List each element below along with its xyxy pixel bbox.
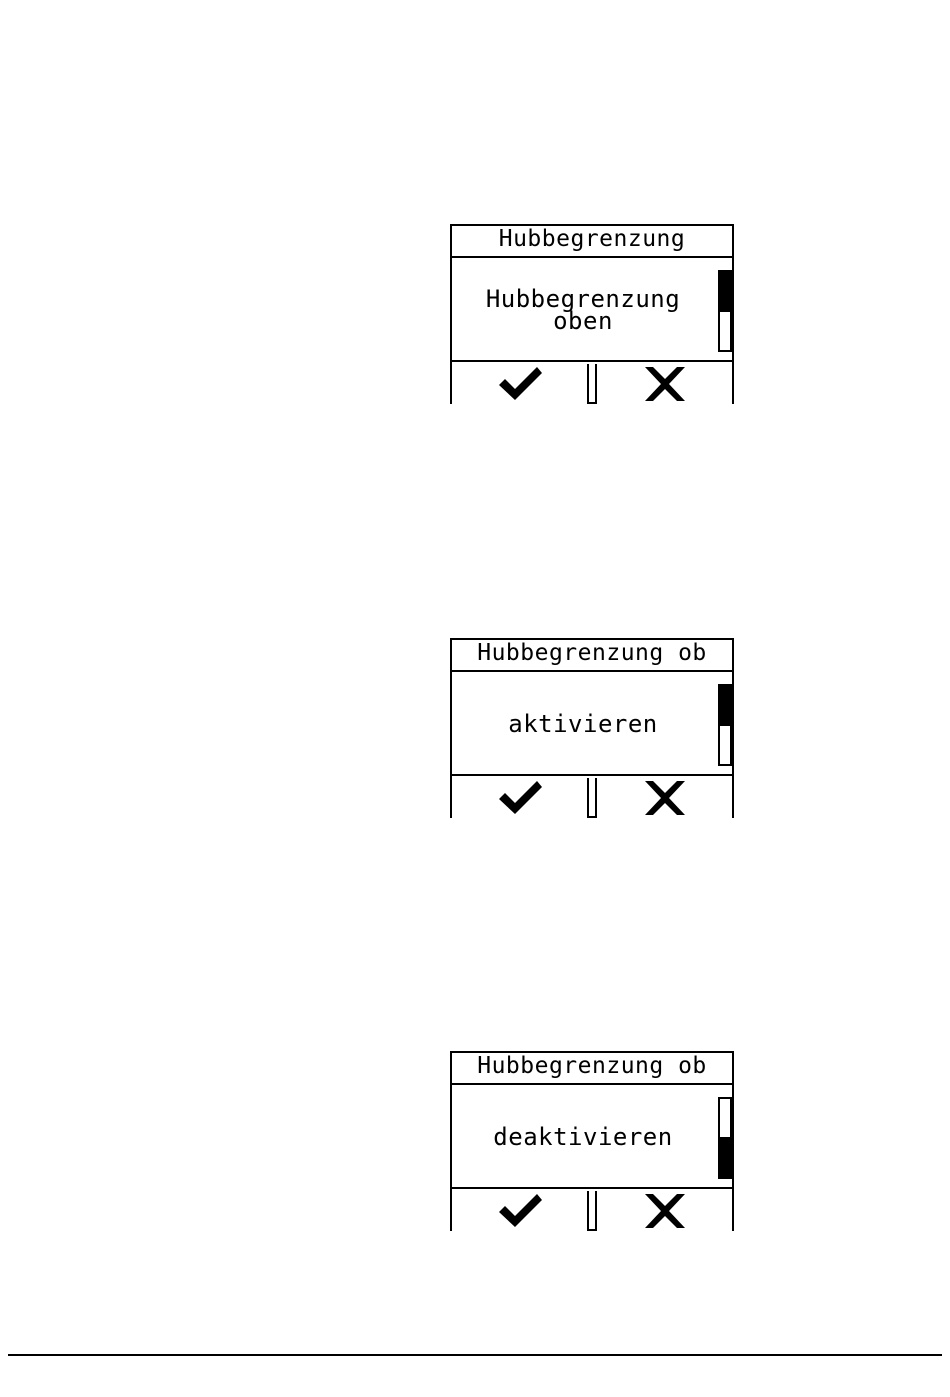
scroll-thumb[interactable] <box>720 686 730 726</box>
screen-title: Hubbegrenzung ob <box>452 1053 732 1085</box>
scroll-thumb[interactable] <box>720 272 730 312</box>
checkmark-icon <box>496 779 544 817</box>
cross-icon <box>641 779 689 817</box>
cancel-button[interactable] <box>595 364 732 404</box>
display-screen-1 <box>450 224 734 404</box>
softkey-bar <box>452 360 732 404</box>
scrollbar[interactable] <box>718 684 732 766</box>
checkmark-icon <box>496 365 544 403</box>
scrollbar[interactable] <box>718 1097 732 1179</box>
display-screen-2 <box>450 638 734 818</box>
confirm-button[interactable] <box>452 1191 589 1231</box>
menu-entry-line: oben <box>553 306 613 335</box>
softkey-bar <box>452 774 732 818</box>
confirm-button[interactable] <box>452 364 589 404</box>
screen-title: Hubbegrenzung ob <box>452 640 732 672</box>
cancel-button[interactable] <box>595 778 732 818</box>
screen-title: Hubbegrenzung <box>452 226 732 258</box>
scrollbar[interactable] <box>718 270 732 352</box>
cross-icon <box>641 365 689 403</box>
cross-icon <box>641 1192 689 1230</box>
menu-entry-line: aktivieren <box>508 709 658 738</box>
menu-entry-line: deaktivieren <box>493 1122 673 1151</box>
cancel-button[interactable] <box>595 1191 732 1231</box>
scroll-thumb[interactable] <box>720 1137 730 1177</box>
footer-divider <box>8 1354 942 1356</box>
checkmark-icon <box>496 1192 544 1230</box>
menu-entry[interactable] <box>452 258 714 361</box>
softkey-bar <box>452 1187 732 1231</box>
menu-entry[interactable] <box>452 1085 714 1188</box>
display-screen-3 <box>450 1051 734 1231</box>
menu-entry-line: Hubbegrenzung <box>485 284 681 313</box>
menu-entry[interactable] <box>452 672 714 775</box>
confirm-button[interactable] <box>452 778 589 818</box>
